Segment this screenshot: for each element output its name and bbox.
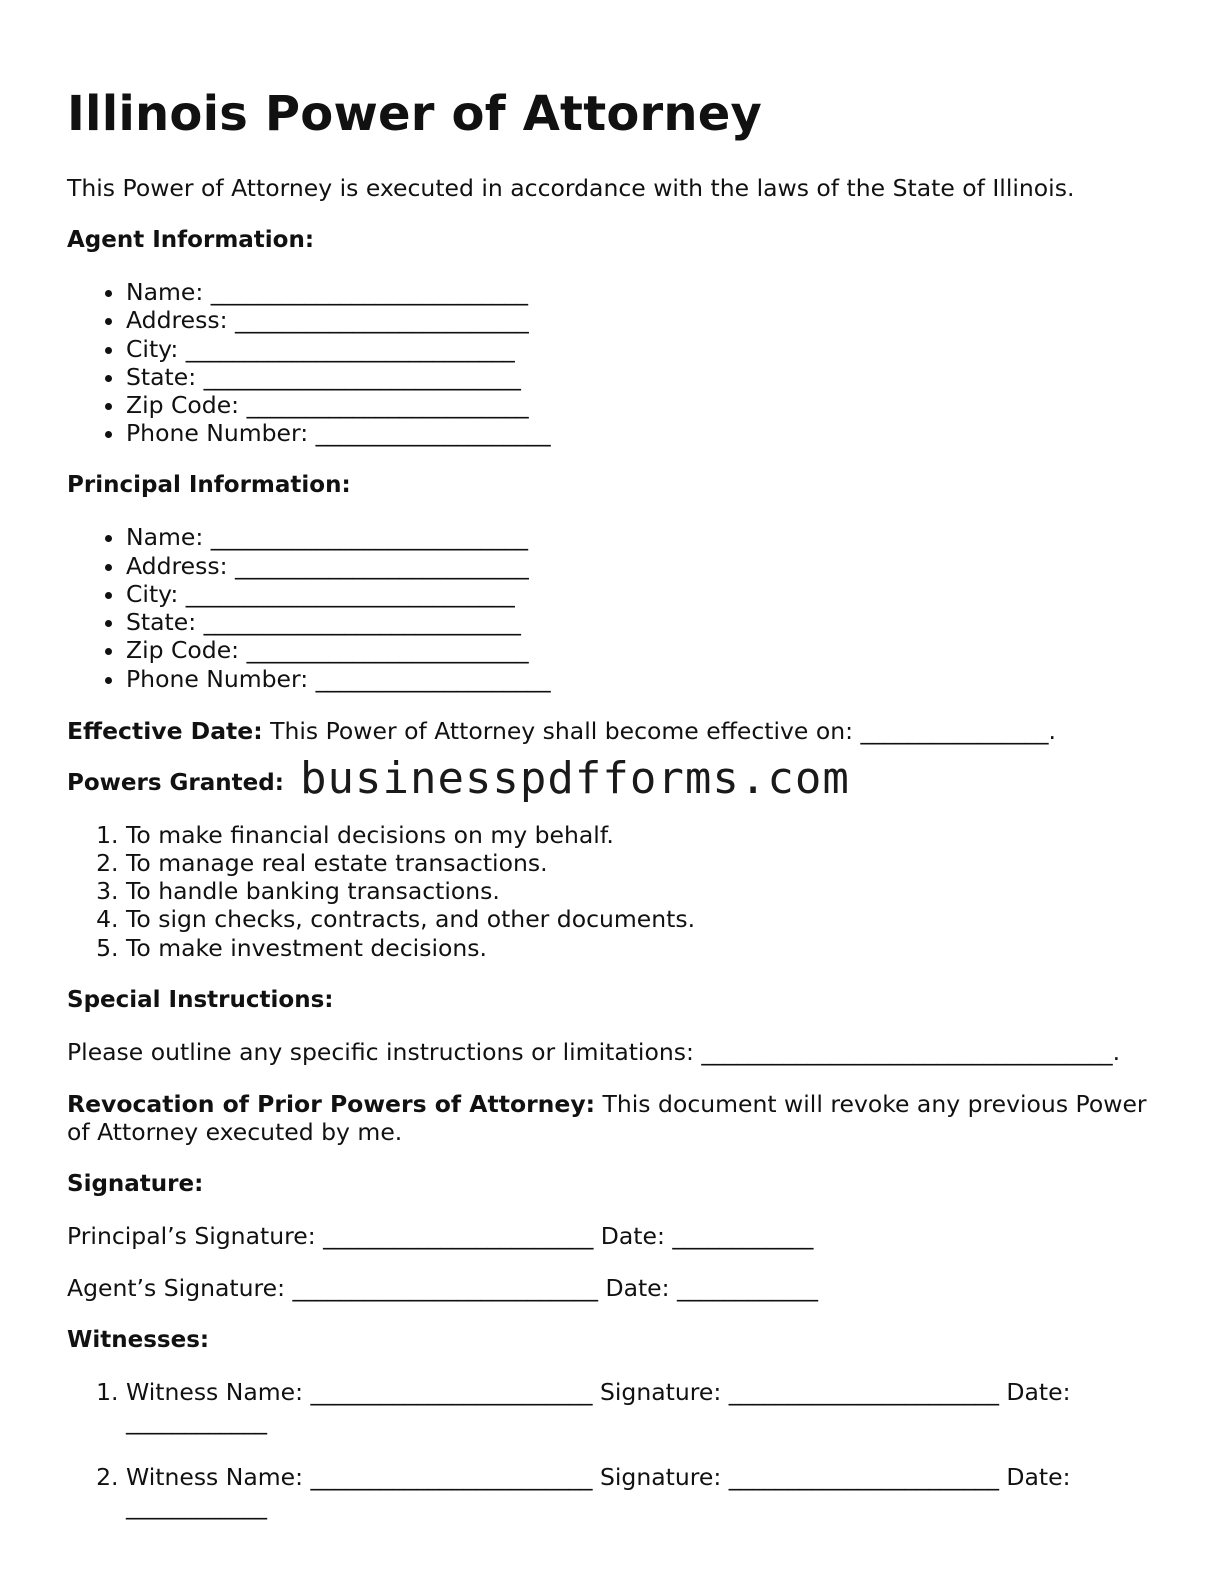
powers-list — [67, 821, 1167, 962]
revocation-paragraph — [67, 1090, 1167, 1147]
principal-heading: Principal Information: — [67, 472, 351, 499]
effective-date-field[interactable]: This Power of Attorney shall become effective on: ________________. — [262, 716, 1056, 745]
witnesses-heading: Witnesses: — [67, 1327, 210, 1354]
power-item: 1. To make financial decisions on my behalf. — [126, 821, 1167, 849]
agent-name-field[interactable]: • Name: ___________________________ — [126, 278, 1167, 306]
effective-date-label: Effective Date: — [67, 716, 263, 745]
agent-heading: Agent Information: — [67, 227, 315, 253]
witness-list — [67, 1378, 1167, 1520]
power-item: 3. To handle banking transactions. — [126, 877, 1167, 905]
intro-text: This Power of Attorney is executed in accordance with the laws of the State of Illinois. — [67, 174, 1075, 202]
document-page — [67, 82, 1167, 1520]
agent-address-field[interactable]: • Address: _________________________ — [126, 306, 1167, 334]
principal-name-field[interactable]: • Name: ___________________________ — [126, 523, 1167, 551]
power-item: 5. To make investment decisions. — [126, 934, 1167, 962]
powers-row — [67, 752, 1167, 804]
special-instructions-field[interactable]: Please outline any specific instructions or limitations: ___________________________________. — [67, 1037, 1121, 1066]
special-instructions-heading: Special Instructions: — [67, 986, 334, 1013]
agent-zip-field[interactable]: • Zip Code: ________________________ — [126, 391, 1167, 419]
powers-heading: Powers Granted: — [67, 769, 284, 796]
agent-signature-field[interactable]: Agent’s Signature: __________________________ Date: ____________ — [67, 1274, 819, 1303]
revocation-text: This document will revoke any previous Power of Attorney executed by me. — [67, 1089, 1147, 1147]
principal-field-list — [67, 523, 1167, 693]
power-item: 2. To manage real estate transactions. — [126, 849, 1167, 877]
principal-signature-field[interactable]: Principal’s Signature: _______________________ Date: ____________ — [67, 1222, 814, 1251]
page-title: Illinois Power of Attorney — [67, 86, 763, 142]
principal-zip-field[interactable]: • Zip Code: ________________________ — [126, 636, 1167, 664]
principal-phone-field[interactable]: • Phone Number: ____________________ — [126, 665, 1167, 693]
agent-city-field[interactable]: • City: ____________________________ — [126, 335, 1167, 363]
witness-line-1[interactable]: 1. Witness Name: ________________________ Signature: _______________________ Date: ____________ — [126, 1378, 1167, 1435]
power-item: 4. To sign checks, contracts, and other documents. — [126, 905, 1167, 933]
agent-field-list — [67, 278, 1167, 448]
agent-phone-field[interactable]: • Phone Number: ____________________ — [126, 419, 1167, 447]
agent-state-field[interactable]: • State: ___________________________ — [126, 363, 1167, 391]
witness-line-2[interactable]: 2. Witness Name: ________________________ Signature: _______________________ Date: ____________ — [126, 1463, 1167, 1520]
principal-city-field[interactable]: • City: ____________________________ — [126, 580, 1167, 608]
revocation-label: Revocation of Prior Powers of Attorney: — [67, 1089, 596, 1118]
principal-address-field[interactable]: • Address: _________________________ — [126, 552, 1167, 580]
watermark: businesspdfforms.com — [300, 752, 850, 804]
effective-date-paragraph — [67, 717, 1167, 746]
principal-state-field[interactable]: • State: ___________________________ — [126, 608, 1167, 636]
signature-heading: Signature: — [67, 1171, 204, 1198]
